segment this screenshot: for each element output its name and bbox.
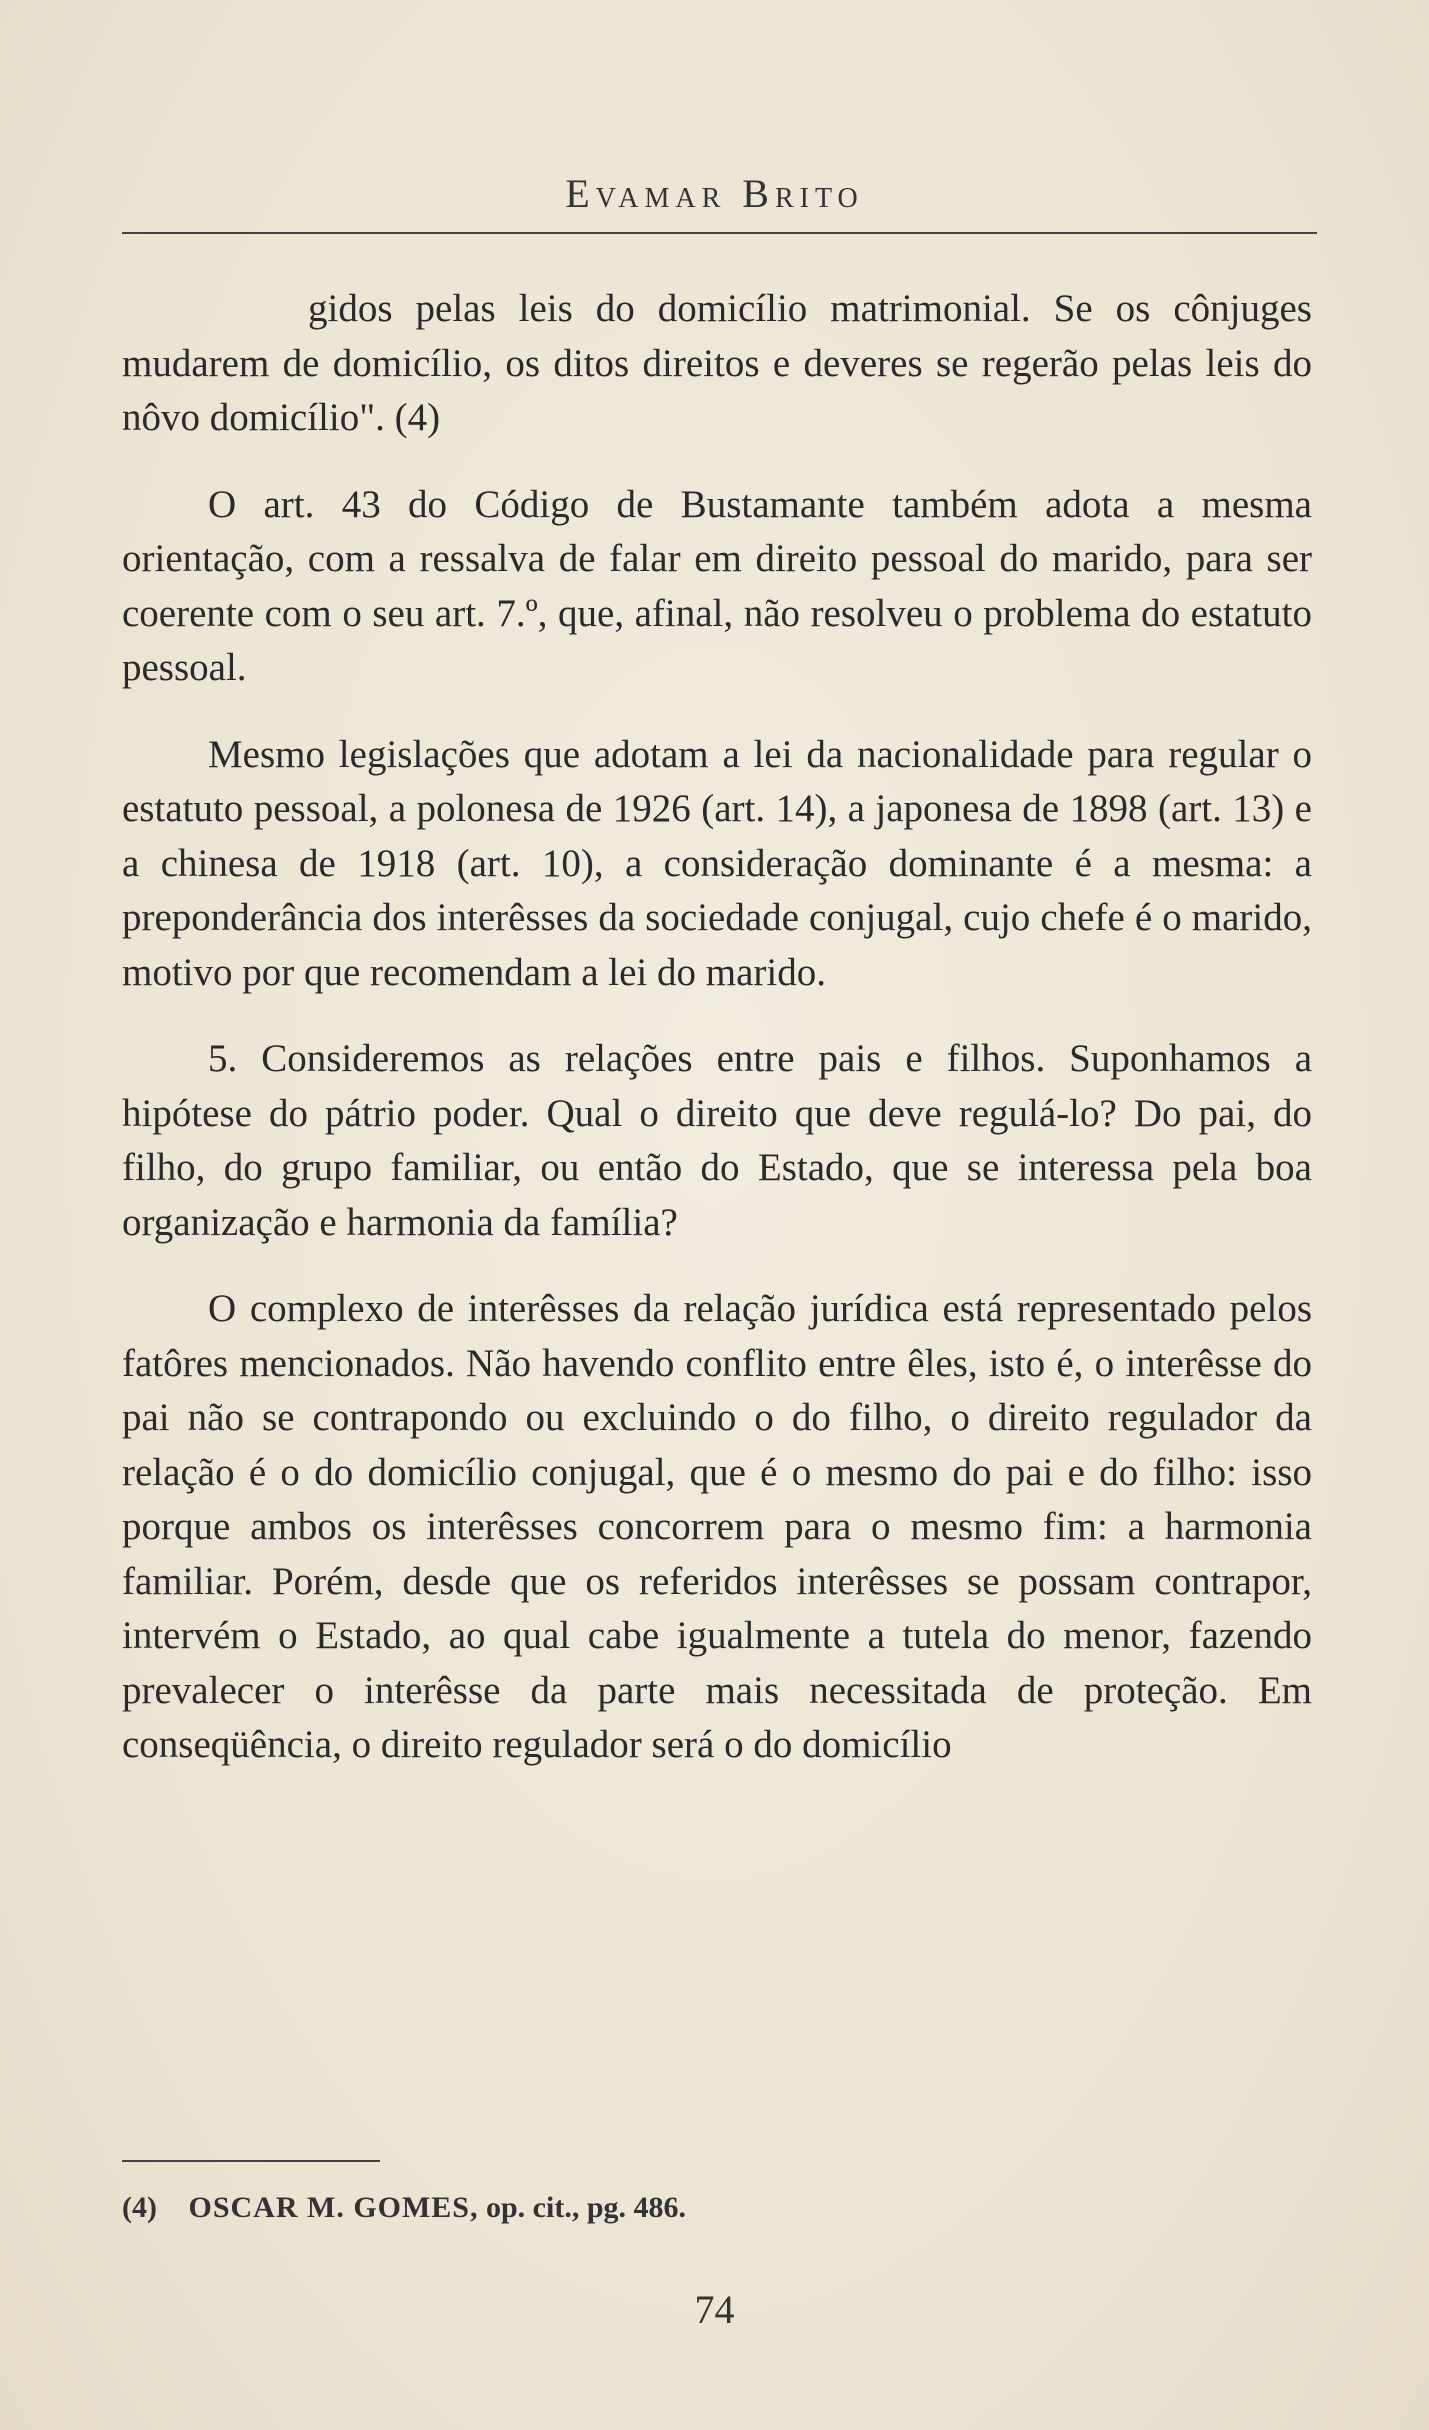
footnote	[122, 2188, 1312, 2228]
paragraph: O art. 43 do Código de Bustamante também adota a mesma orientação, com a ressalva de falar em direito pessoal do marido, para ser coerente com o seu art. 7.º, que, afinal, não resolveu o problema do estatuto pessoal.	[122, 482, 1312, 689]
page-number: 74	[694, 2287, 735, 2332]
footnote-citation: op. cit., pg. 486.	[486, 2191, 687, 2224]
running-head: Evamar Brito	[565, 171, 864, 216]
paragraph: O complexo de interêsses da relação jurídica está representado pelos fatôres mencionados. Não havendo conflito entre êles, isto é, o interêsse do pai não se contrapondo ou excluindo o do filho, o direito regulador da relação é o do domicílio conjugal, que é o mesmo do pai e do filho: isso porque ambos os interêsses concorrem para o mesmo fim: a harmonia familiar. Porém, desde que os referidos interêsses se possam contrapor, intervém o Estado, ao qual cabe igualmente a tutela do menor, fazendo prevalecer o interêsse da parte mais necessitada de proteção. Em conseqüência, o direito regulador será o do domicílio	[122, 1287, 1312, 1766]
body-text	[122, 282, 1312, 1773]
footnote-rule	[122, 2160, 380, 2162]
paragraph: Mesmo legislações que adotam a lei da nacionalidade para regular o estatuto pessoal, a polonesa de 1926 (art. 14), a japonesa de 1898 (art. 13) e a chinesa de 1918 (art. 10), a consideração dominante é a mesma: a preponderância dos interêsses da sociedade conjugal, cujo chefe é o marido, motivo por que recomendam a lei do marido.	[122, 732, 1312, 994]
footnote-author: OSCAR M. GOMES,	[188, 2191, 479, 2224]
header-rule	[122, 232, 1317, 234]
footnote-marker: (4)	[122, 2191, 157, 2224]
paragraph: 5. Consideremos as relações entre pais e filhos. Suponhamos a hipótese do pátrio poder. Qual o direito que deve regulá-lo? Do pai, do filho, do grupo familiar, ou então do Estado, que se interessa pela boa organização e harmonia da família?	[122, 1037, 1312, 1244]
paragraph-continuation: gidos pelas leis do domicílio matrimonial. Se os cônjuges mudarem de domicílio, os ditos direitos e deveres se regerão pelas leis do nôvo domicílio". (4)	[122, 287, 1312, 439]
